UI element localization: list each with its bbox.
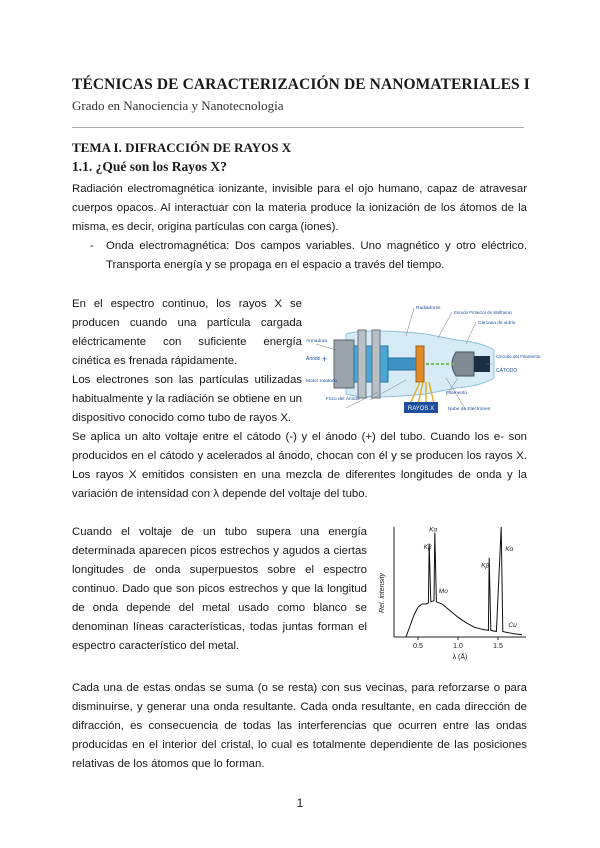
paragraph-2: En el espectro continuo, los rayos X se producen cuando una partícula cargada eléctricamente con suficiente energía cinética es frenada rápidamente. [72, 298, 302, 367]
page-number: 1 [296, 796, 304, 810]
label-filamento: Filamento [446, 391, 468, 396]
label-armadura: Armadura [306, 339, 328, 344]
title-divider [72, 127, 524, 128]
label-rayos: RAYOS X [407, 406, 435, 412]
annotation-3: Kβ [481, 562, 490, 570]
paragraph-4: Se aplica un alto voltaje entre el cátodo (-) y el ánodo (+) del tubo. Cuando los e- son producidos en el cátodo y acelerados al ánodo, chocan con él y se producen los rayos X. Los rayos X emitidos consisten en una mezcla de diferentes longitudes de onda y la variación de intensidad con λ depende del voltaje del tubo. [72, 431, 527, 500]
label-foco: Foco del Ánodo [326, 397, 360, 402]
label-escudo: Escudo Protector de Wolframio [454, 310, 512, 315]
y-axis-label: Rel. intensity [379, 572, 386, 614]
paragraph-6: Cada una de estas ondas se suma (o se resta) con sus vecinas, para reforzarse o para disminuirse, y generar una onda resultante. Cada onda resultante, en cada dirección de difracción, es consecuencia de todas las interferencias que ocurren entre las ondas producidas en el interior del cristal, lo cual es totalmente dependiente de las posiciones relativas de los átomos que lo forman. [72, 682, 527, 770]
label-circuito: Circuito del Filamento [496, 354, 541, 359]
annotation-5: Cu [508, 622, 517, 630]
label-carcasa: Carcasa de vidrio [478, 321, 516, 326]
annotation-0: Kβ [423, 544, 432, 551]
label-anodo: Ánodo [306, 356, 321, 362]
x-axis-label: λ (Å) [452, 654, 468, 661]
spectrum-chart [368, 523, 528, 663]
label-motor: Motor rotatorio [306, 379, 338, 384]
label-plus: + [322, 354, 328, 364]
paragraph-1: Radiación electromagnética ionizante, invisible para el ojo humano, capaz de atravesar cuerpos opacos. Al interactuar con la materia produce la ionización de los átomos de la misma, es decir, origina partículas con carga (iones). [72, 183, 527, 233]
annotation-2: Mo [438, 588, 448, 595]
annotation-4: Kα [505, 546, 514, 554]
subsection-heading: 1.1. ¿Qué son los Rayos X? [72, 159, 227, 174]
annotation-1: Kα [429, 526, 438, 534]
label-nube: Nube de Electrones [448, 407, 491, 412]
document-subtitle: Grado en Nanociencia y Nanotecnología [72, 98, 284, 113]
series-line-cu [474, 527, 522, 635]
spectrum-chart-svg [368, 523, 528, 663]
series-line-mo [406, 533, 474, 638]
xray-tube-illustration [306, 300, 541, 418]
label-radiadores: Radiadores [416, 306, 441, 311]
x-tick-label: 1.0 [453, 643, 463, 650]
document-title: TÉCNICAS DE CARACTERIZACIÓN DE NANOMATERIALES I [72, 76, 530, 93]
label-catodo: CÁTODO [496, 368, 518, 374]
bullet-dash: - [90, 240, 94, 252]
paragraph-5: Cuando el voltaje de un tubo supera una energía determinada aparecen picos estrechos y agudos a ciertas longitudes de onda superpuestos sobre el espectro continuo. Dado que son picos estrechos y que la longitud de onda depende del metal usado como blanco se denominan líneas características, todas juntas forman el espectro característico del metal. [72, 526, 367, 652]
x-tick-label: 1.5 [493, 643, 503, 650]
x-tick-label: 0.5 [413, 643, 423, 650]
xray-tube-figure [306, 300, 541, 418]
bullet-text: Onda electromagnética: Dos campos variables. Uno magnético y otro eléctrico. Transporta energía y se propaga en el espacio a través del tiempo. [106, 240, 527, 271]
section-heading: TEMA I. DIFRACCIÓN DE RAYOS X [72, 140, 292, 155]
paragraph-3: Los electrones son las partículas utilizadas habitualmente y la radiación se obtiene en un dispositivo conocido como tubo de rayos X. [72, 374, 302, 424]
